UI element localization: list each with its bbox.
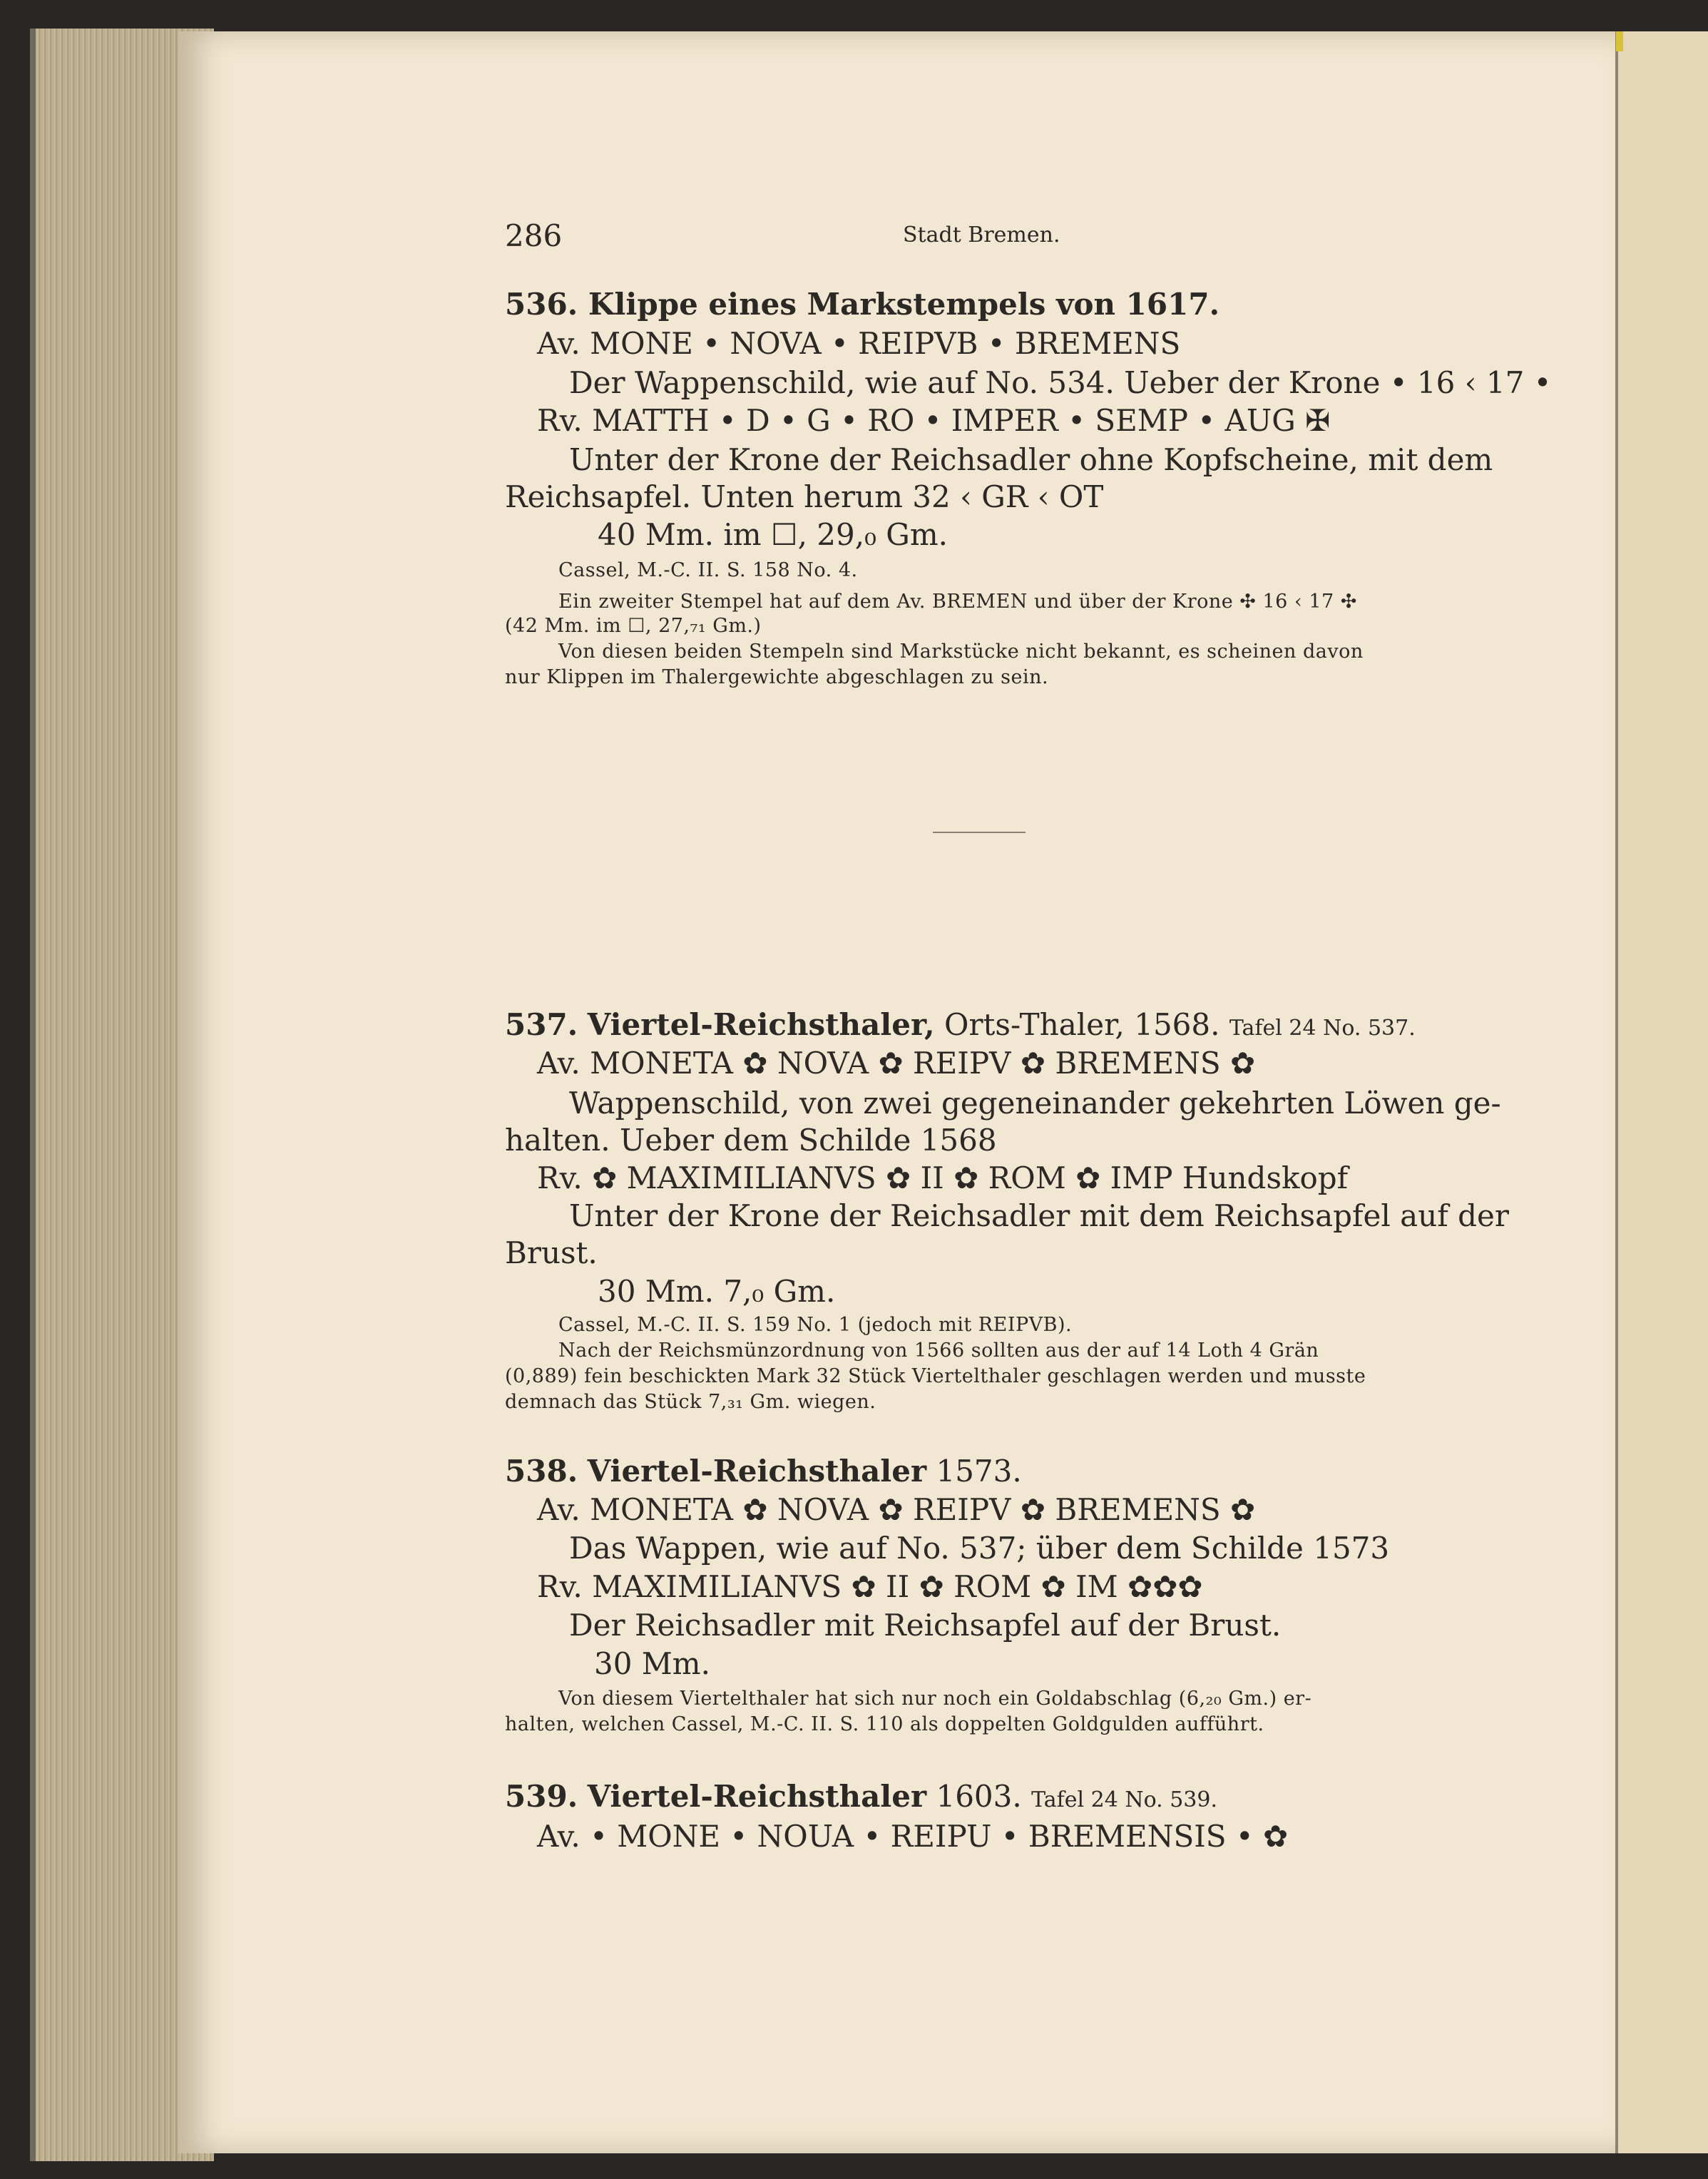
entry-536-line-5: Reichsapfel. Unten herum 32 ‹ GR ‹ OT: [505, 479, 1104, 514]
entry-number: 537.: [505, 1007, 578, 1042]
entry-537-line-2: Wappenschild, von zwei gegeneinander gekehrten Löwen ge-: [569, 1086, 1501, 1121]
entry-537-line-1: Av. MONETA ✿ NOVA ✿ REIPV ✿ BREMENS ✿: [537, 1046, 1256, 1081]
entry-536-note-5: nur Klippen im Thalergewichte abgeschlagen zu sein.: [505, 666, 1049, 688]
entry-537-line-6: Brust.: [505, 1235, 598, 1270]
entry-title: Viertel-Reichsthaler: [587, 1454, 927, 1489]
entry-536-line-4: Unter der Krone der Reichsadler ohne Kopfscheine, mit dem: [569, 442, 1493, 477]
entry-537-line-3: halten. Ueber dem Schilde 1568: [505, 1123, 997, 1158]
entry-538-note-1: Von diesem Viertelthaler hat sich nur noch ein Goldabschlag (6,₂₀ Gm.) er-: [558, 1688, 1312, 1710]
entry-538-line-4: Der Reichsadler mit Reichsapfel auf der Brust.: [569, 1608, 1282, 1643]
entry-538-line-3: Rv. MAXIMILIANVS ✿ II ✿ ROM ✿ IM ✿✿✿: [537, 1569, 1203, 1604]
entry-536-line-1: Av. MONE • NOVA • REIPVB • BREMENS: [537, 326, 1181, 361]
entry-538-line-2: Das Wappen, wie auf No. 537; über dem Schilde 1573: [569, 1531, 1390, 1566]
entry-536-line-2: Der Wappenschild, wie auf No. 534. Ueber der Krone • 16 ‹ 17 •: [569, 365, 1552, 400]
entry-title-rest: 1603.: [936, 1779, 1022, 1814]
entry-number: 539.: [505, 1779, 578, 1814]
entry-537-note-4: demnach das Stück 7,₃₁ Gm. wiegen.: [505, 1391, 876, 1413]
entry-537-line-7: 30 Mm. 7,₀ Gm.: [598, 1274, 836, 1309]
entry-537-line-5: Unter der Krone der Reichsadler mit dem Reichsapfel auf der: [569, 1198, 1509, 1233]
entry-538-line-5: 30 Mm.: [594, 1646, 710, 1681]
entry-title: Viertel-Reichsthaler: [587, 1779, 927, 1814]
facing-page-edge: [1615, 31, 1708, 2153]
entry-537-note-2: Nach der Reichsmünzordnung von 1566 sollten aus der auf 14 Loth 4 Grän: [558, 1339, 1319, 1362]
entry-539-line-1: Av. • MONE • NOUA • REIPU • BREMENSIS • ✿: [537, 1819, 1289, 1854]
entry-title: Klippe eines Markstempels von 1617.: [588, 287, 1220, 322]
entry-537-line-4: Rv. ✿ MAXIMILIANVS ✿ II ✿ ROM ✿ IMP Hundskopf: [537, 1160, 1349, 1195]
entry-539-heading: [505, 1779, 1217, 1814]
running-title: Stadt Bremen.: [903, 223, 1060, 248]
entry-title-rest: 1573.: [936, 1454, 1022, 1489]
page-number: 286: [505, 218, 563, 253]
entry-537-heading: [505, 1007, 1416, 1042]
bookmark-ribbon: [1616, 31, 1623, 51]
entry-537-note-3: (0,889) fein beschickten Mark 32 Stück Viertelthaler geschlagen werden und musste: [505, 1365, 1366, 1387]
entry-536-note-4: Von diesen beiden Stempeln sind Markstücke nicht bekannt, es scheinen davon: [558, 641, 1364, 663]
entry-536-line-3: Rv. MATTH • D • G • RO • IMPER • SEMP • AUG ✠: [537, 403, 1331, 438]
entry-number: 536.: [505, 287, 578, 322]
plate-reference: Tafel 24 No. 537.: [1229, 1016, 1416, 1041]
section-divider: [933, 832, 1026, 833]
entry-538-line-1: Av. MONETA ✿ NOVA ✿ REIPV ✿ BREMENS ✿: [537, 1492, 1256, 1527]
entry-536-line-6: 40 Mm. im ☐, 29,₀ Gm.: [598, 517, 948, 552]
entry-538-heading: [505, 1454, 1022, 1489]
entry-number: 538.: [505, 1454, 578, 1489]
plate-reference: Tafel 24 No. 539.: [1031, 1787, 1217, 1812]
entry-536-note-2: Ein zweiter Stempel hat auf dem Av. BREMEN und über der Krone ✣ 16 ‹ 17 ✣: [558, 591, 1357, 613]
entry-536-note-3: (42 Mm. im ☐, 27,₇₁ Gm.): [505, 615, 762, 637]
entry-title-rest: Orts-Thaler, 1568.: [944, 1007, 1220, 1042]
entry-537-note-1: Cassel, M.-C. II. S. 159 No. 1 (jedoch mit REIPVB).: [558, 1314, 1073, 1336]
entry-536-heading: [505, 287, 1219, 322]
entry-538-note-2: halten, welchen Cassel, M.-C. II. S. 110 als doppelten Goldgulden aufführt.: [505, 1713, 1264, 1735]
entry-title: Viertel-Reichsthaler,: [587, 1007, 935, 1042]
entry-536-note-1: Cassel, M.-C. II. S. 158 No. 4.: [558, 559, 858, 581]
